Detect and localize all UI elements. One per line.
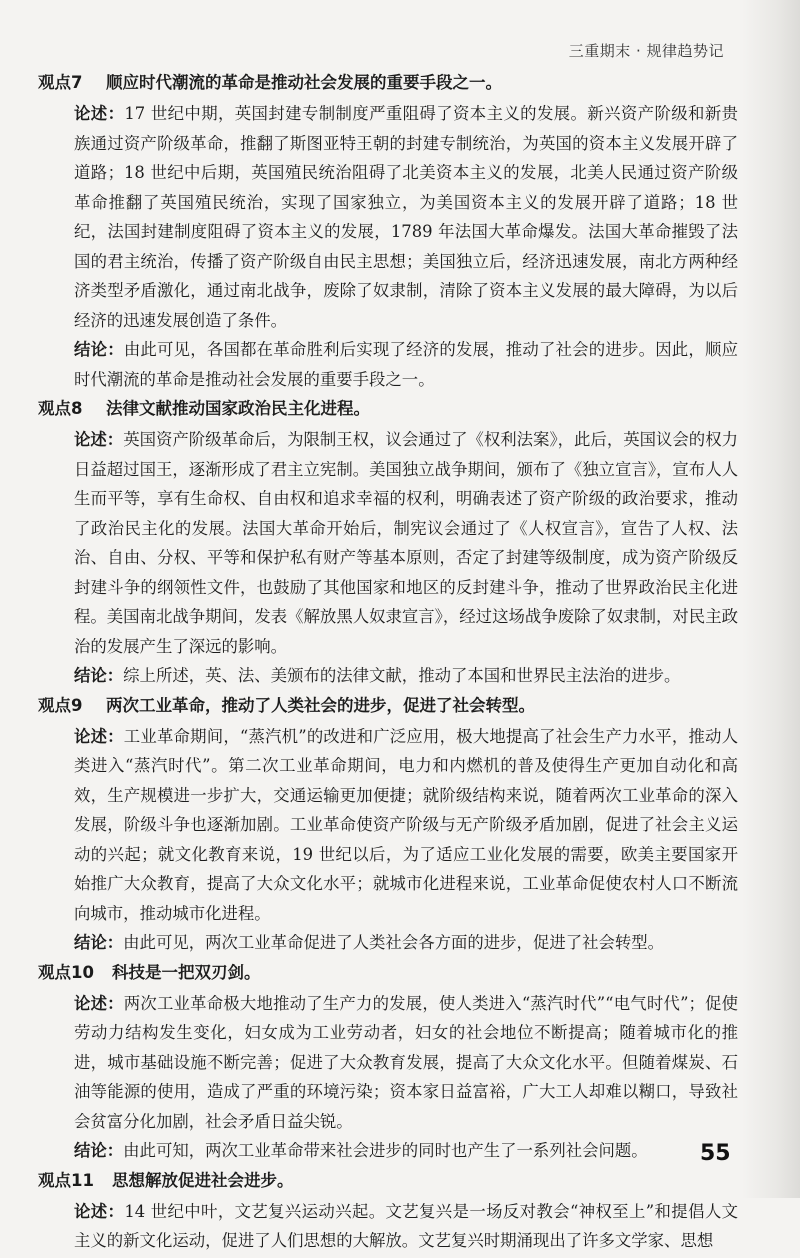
argument-label: 论述： xyxy=(74,726,124,746)
running-header: 三重期末 · 规律趋势记 xyxy=(568,42,724,60)
viewpoint-title: 顺应时代潮流的革命是推动社会发展的重要手段之一。 xyxy=(106,73,502,92)
conclusion-text: 由此可知，两次工业革命带来社会进步的同时也产生了一系列社会问题。 xyxy=(123,1141,648,1160)
argument-paragraph xyxy=(74,1197,738,1256)
viewpoint-number: 观点9 xyxy=(38,695,83,715)
argument-label: 论述： xyxy=(74,993,124,1013)
viewpoint-number: 观点7 xyxy=(38,73,83,92)
argument-paragraph xyxy=(74,722,738,929)
page-content xyxy=(38,70,738,1258)
argument-paragraph xyxy=(74,989,738,1137)
conclusion-text: 由此可见，两次工业革命促进了人类社会各方面的进步，促进了社会转型。 xyxy=(123,933,665,952)
viewpoint-heading xyxy=(38,1168,738,1194)
argument-text: 英国资产阶级革命后，为限制王权，议会通过了《权利法案》，此后，英国议会的权力日益超过国王，逐渐形成了君主立宪制。美国独立战争期间，颁布了《独立宣言》，宣布人人生而平等，享有生命权、自由权和追求幸福的权利，明确表述了资产阶级的政治要求，推动了政治民主化的发展。法国大革命开始后，制宪议会通过了《人权宣言》，宣告了人权、法治、自由、分权、平等和保护私有财产等基本原则，否定了封建等级制度，成为资产阶级反封建斗争的纲领性文件，也鼓励了其他国家和地区的反封建斗争，推动了世界政治民主化进程。美国南北战争期间，发表《解放黑人奴隶宣言》，经过这场战争废除了奴隶制，对民主政治的发展产生了深远的影响。 xyxy=(74,430,738,656)
argument-label: 论述： xyxy=(74,430,124,449)
conclusion-text: 综上所述，英、法、美颁布的法律文献，推动了本国和世界民主法治的进步。 xyxy=(123,666,681,685)
page-edge xyxy=(742,0,800,1198)
viewpoint-8 xyxy=(38,396,738,691)
conclusion-label: 结论： xyxy=(74,666,124,685)
argument-label: 论述： xyxy=(74,1201,125,1221)
conclusion-paragraph xyxy=(74,928,738,958)
argument-paragraph xyxy=(74,99,738,335)
viewpoint-title: 法律文献推动国家政治民主化进程。 xyxy=(106,399,370,418)
argument-text: 两次工业革命极大地推动了生产力的发展，使人类进入“蒸汽时代”“电气时代”；促使劳动力结构发生变化，妇女成为工业劳动者，妇女的社会地位不断提高；随着城市化的推进，城市基础设施不断完善；促进了大众教育发展，提高了大众文化水平。但随着煤炭、石油等能源的使用，造成了严重的环境污染；资本家日益富裕，广大工人却难以糊口，导致社会贫富分化加剧，社会矛盾日益尖锐。 xyxy=(74,993,739,1131)
viewpoint-heading xyxy=(38,960,738,986)
viewpoint-9 xyxy=(38,693,738,958)
argument-label: 论述： xyxy=(74,104,125,123)
viewpoint-10 xyxy=(38,960,738,1166)
viewpoint-number: 观点11 xyxy=(38,1170,94,1190)
conclusion-label: 结论： xyxy=(74,933,124,952)
conclusion-text: 由此可见，各国都在革命胜利后实现了经济的发展，推动了社会的进步。因此，顺应时代潮流的革命是推动社会发展的重要手段之一。 xyxy=(74,340,739,389)
viewpoint-number: 观点8 xyxy=(38,399,83,418)
argument-text: 14 世纪中叶，文艺复兴运动兴起。文艺复兴是一场反对教会“神权至上”和提倡人文主义的新文化运动，促进了人们思想的大解放。文艺复兴时期涌现出了许多文学家、思想 xyxy=(74,1201,739,1250)
viewpoint-title: 科技是一把双刃剑。 xyxy=(112,962,261,982)
conclusion-label: 结论： xyxy=(74,340,124,359)
viewpoint-heading xyxy=(38,70,738,96)
viewpoint-heading xyxy=(38,396,738,422)
argument-text: 17 世纪中期，英国封建专制制度严重阻碍了资本主义的发展。新兴资产阶级和新贵族通过资产阶级革命，推翻了斯图亚特王朝的封建专制统治，为英国的资本主义发展开辟了道路；18 世纪中后期，英国殖民统治阻碍了北美资本主义的发展，北美人民通过资产阶级革命推翻了英国殖民统治，实现了国家独立，为美国资本主义的发展开辟了道路；18 世纪，法国封建制度阻碍了资本主义的发展，1789 年法国大革命爆发。法国大革命摧毁了法国的君主统治，传播了资产阶级自由民主思想；美国独立后，经济迅速发展，南北方两种经济类型矛盾激化，通过南北战争，废除了奴隶制，清除了资本主义发展的最大障碍，为以后经济的迅速发展创造了条件。 xyxy=(74,104,738,330)
viewpoint-7 xyxy=(38,70,738,394)
viewpoint-title: 两次工业革命，推动了人类社会的进步，促进了社会转型。 xyxy=(106,695,535,715)
viewpoint-heading xyxy=(38,693,738,719)
viewpoint-11 xyxy=(38,1168,738,1256)
conclusion-label: 结论： xyxy=(74,1141,124,1160)
argument-text: 工业革命期间，“蒸汽机”的改进和广泛应用，极大地提高了社会生产力水平，推动人类进入“蒸汽时代”。第二次工业革命期间，电力和内燃机的普及使得生产更加自动化和高效，生产规模进一步扩大，交通运输更加便捷；就阶级结构来说，随着两次工业革命的深入发展，阶级斗争也逐渐加剧。工业革命使资产阶级与无产阶级矛盾加剧，促进了社会主义运动的兴起；就文化教育来说，19 世纪以后，为了适应工业化发展的需要，欧美主要国家开始推广大众教育，提高了大众文化水平；就城市化进程来说，工业革命促使农村人口不断流向城市，推动城市化进程。 xyxy=(74,726,739,923)
viewpoint-number: 观点10 xyxy=(38,962,94,982)
conclusion-paragraph xyxy=(74,1136,738,1166)
page-number: 55 xyxy=(700,1141,731,1166)
viewpoint-title: 思想解放促进社会进步。 xyxy=(112,1170,294,1190)
conclusion-paragraph xyxy=(74,335,738,394)
conclusion-paragraph xyxy=(74,661,738,691)
argument-paragraph xyxy=(74,425,738,661)
